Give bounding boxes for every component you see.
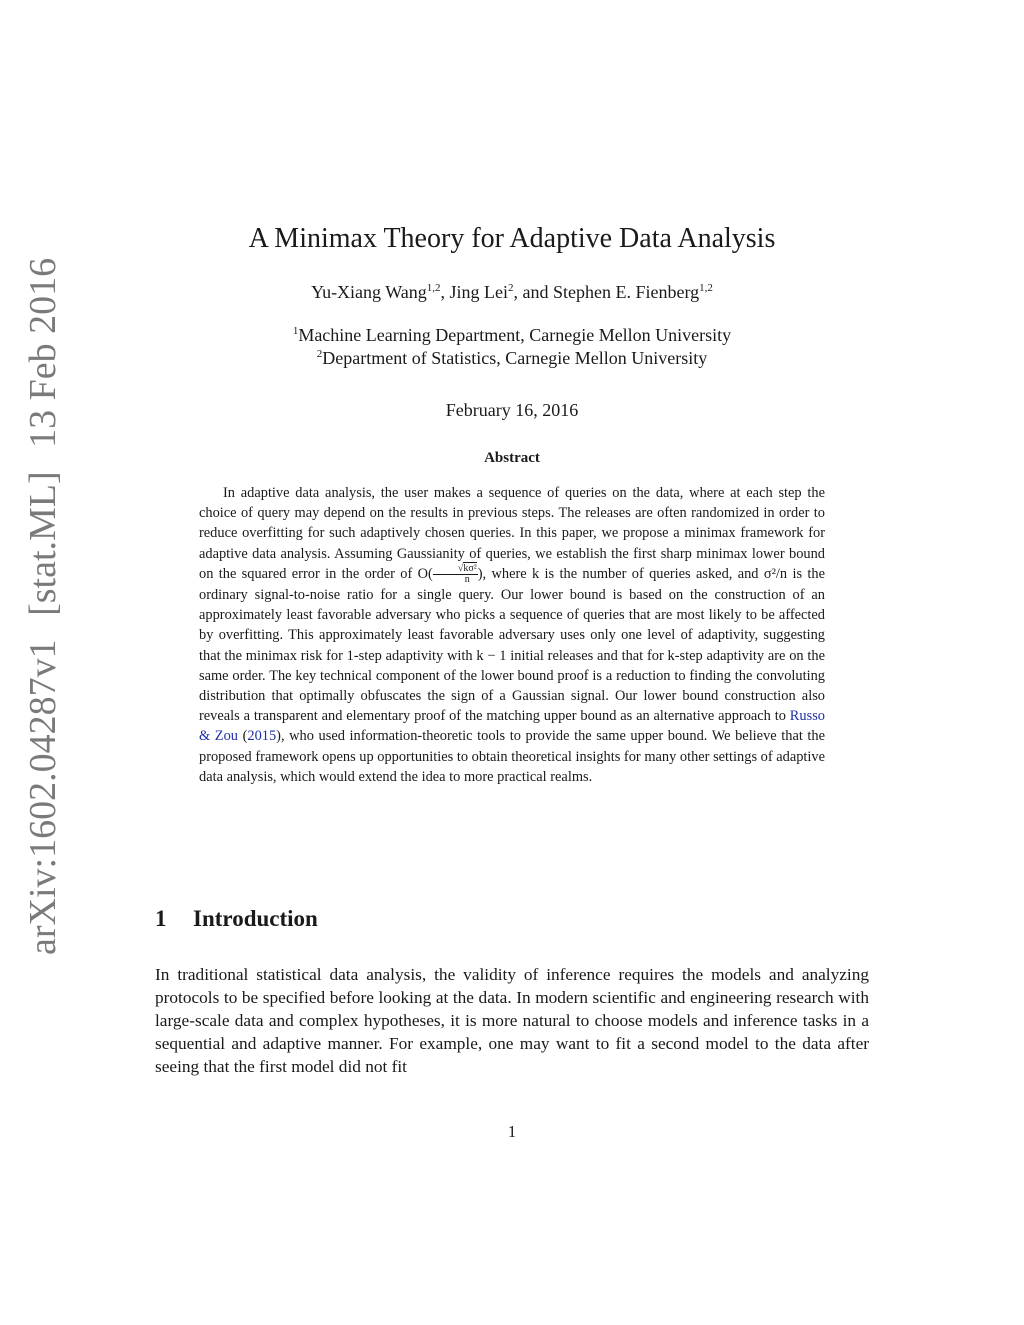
- affiliation-mark: 1: [292, 325, 299, 337]
- abstract-text: , where k is the number of queries asked, and σ²/n is the ordinary signal-to-noise ratio for a single query. Our lower bound is based on the construction of an approximately least favorable adversary who picks a sequence of queries that are most likely to be affected by overfitting. This approximately least favorable adversary uses only one level of adaptivity, suggesting that the minimax risk for 1-step adaptivity with k − 1 initial releases and that for k-step adaptivity are on the same order. The key technical component of the lower bound proof is a reduction to finding the convoluting distribution that optimally obfuscates the sign of a Gaussian signal. Our lower bound construction also reveals a transparent and elementary proof of the matching upper bound as an alternative approach to: [199, 565, 826, 725]
- affiliation: [0, 348, 1024, 369]
- affiliation-mark: 2: [316, 348, 323, 360]
- formula-denominator: n: [464, 574, 470, 585]
- paper-date: February 16, 2016: [445, 400, 579, 420]
- author-affil-mark: 1,2: [699, 282, 713, 294]
- page-number: 1: [507, 1122, 517, 1141]
- section-title: Introduction: [193, 906, 318, 931]
- author-affil-mark: 2: [508, 282, 514, 294]
- affiliation-text: Machine Learning Department, Carnegie Mellon University: [298, 325, 732, 345]
- citation-link[interactable]: Russo & Zou: [199, 708, 825, 745]
- formula-fraction: $\frac{\text{√kσ²}}{n}$: [433, 564, 478, 585]
- arxiv-category: [stat.ML]: [22, 471, 64, 616]
- formula-numerator: kσ²: [463, 563, 477, 574]
- abstract-body: In adaptive data analysis, the user makes a sequence of queries on the data, where at each step the choice of query may depend on the results in previous steps. The releases are often randomized in order to reduce overfitting for such adaptively chosen queries. In this paper, we propose a minimax framework for adaptive data analysis. Assuming Gaussianity of queries, we establish the first sharp minimax lower bound on the squared error in the order of O( $\frac{\text{√kσ²}}{n}$ ), where k is the number of queries asked, and σ²/n is the ordinary signal-to-noise ratio for a single query. Our lower bound is based on the construction of an approximately least favorable adversary who picks a sequence of queries that are most likely to be affected by overfitting. This approximately least favorable adversary uses only one level of adaptivity, suggesting that the minimax risk for 1-step adaptivity with k − 1 initial releases and that for k-step adaptivity are on the same order. The key technical component of the lower bound proof is a reduction to finding the convoluting distribution that optimally obfuscates the sign of a Gaussian signal. Our lower bound construction also reveals a transparent and elementary proof of the matching upper bound as an alternative approach to Russo & Zou (2015), who used information-theoretic tools to provide the same upper bound. We believe that the proposed framework opens up opportunities to obtain theoretical insights for many other settings of adaptive data analysis, which would extend the idea to more practical realms.: [199, 485, 826, 785]
- introduction-paragraph: In traditional statistical data analysis, the validity of inference requires the models and analyzing protocols to be specified before looking at the data. In modern scientific and engineering research with large-scale data and complex hypotheses, it is more natural to choose models and inference tasks in a sequential and adaptive manner. For example, one may want to fit a second model to the data after seeing that the first model did not fit: [155, 965, 869, 1076]
- author-affil-mark: 1,2: [426, 282, 441, 294]
- arxiv-date: 13 Feb 2016: [22, 257, 64, 448]
- citation-year-link[interactable]: 2015: [247, 728, 277, 745]
- paper-title: A Minimax Theory for Adaptive Data Analysis: [248, 223, 776, 254]
- author-name: Yu-Xiang Wang: [311, 282, 427, 302]
- arxiv-side-stamp: [18, 257, 68, 955]
- arxiv-id: arXiv:1602.04287v1: [22, 639, 64, 955]
- abstract-text: , who used information-theoretic tools to provide the same upper bound. We believe that the proposed framework opens up opportunities to obtain theoretical insights for many other settings of adaptive data analysis, which would extend the idea to more practical realms.: [199, 728, 826, 785]
- abstract-heading: Abstract: [484, 450, 540, 466]
- author-list: [0, 282, 1024, 303]
- author-separator: ,: [440, 282, 450, 302]
- author-separator: , and: [513, 282, 554, 302]
- affiliation: [0, 325, 1024, 346]
- author-name: Stephen E. Fienberg: [553, 282, 700, 302]
- section-number: 1: [155, 906, 167, 931]
- section-heading-introduction: [155, 906, 318, 932]
- author-name: Jing Lei: [449, 282, 509, 302]
- affiliation-text: Department of Statistics, Carnegie Mellon University: [322, 348, 708, 368]
- big-o-formula: O( $\frac{\text{√kσ²}}{n}$ ): [417, 563, 483, 585]
- abstract-text: In adaptive data analysis, the user makes a sequence of queries on the data, where at each step the choice of query may depend on the results in previous steps. The releases are often randomized in order to reduce overfitting for such adaptively chosen queries. In this paper, we propose a minimax framework for adaptive data analysis. Assuming Gaussianity of queries, we establish the first sharp minimax lower bound on the squared error in the order of: [199, 485, 825, 582]
